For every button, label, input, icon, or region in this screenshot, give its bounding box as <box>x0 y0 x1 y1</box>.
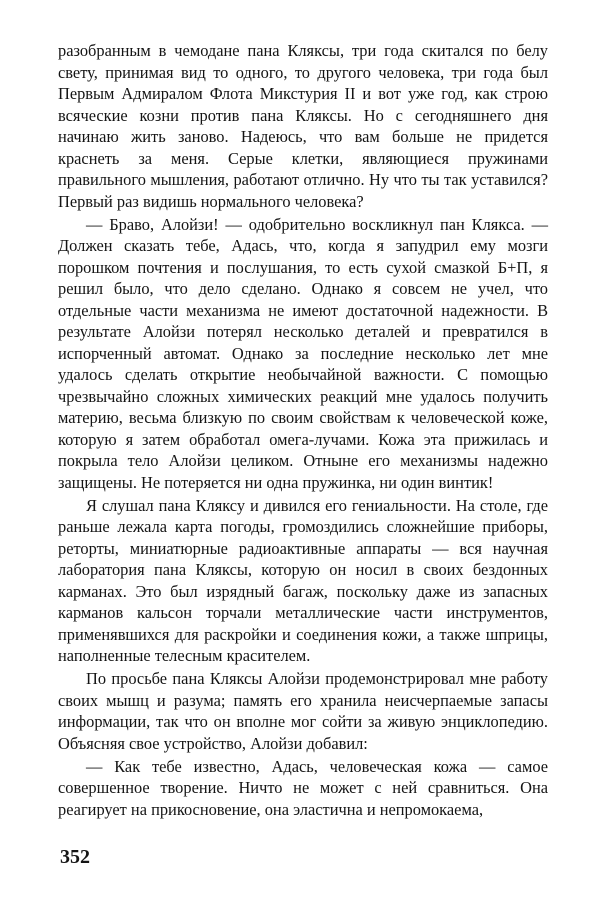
paragraph-5: — Как тебе известно, Адась, человеческая кожа — самое совершенное творение. Ничто не может с ней сравниться. Она реагирует на прикосновение, она эластична и непромокаема, <box>58 756 548 819</box>
paragraph-3: Я слушал пана Кляксу и дивился его гениальности. На столе, где раньше лежала карта погоды, громоздились сложнейшие приборы, реторты, миниатюрные радиоактивные аппараты — вся научная лаборатория пана Кляксы, которую он носил в своих бездонных карманах. Это был изрядный багаж, поскольку даже из запасных карманов кальсон торчали металлические части инструментов, применявшихся для раскройки и соединения кожи, а также шприцы, наполненные телесным красителем. <box>58 495 548 665</box>
page-number: 352 <box>60 846 90 868</box>
paragraph-2: — Браво, Алойзи! — одобрительно воскликнул пан Клякса. — Должен сказать тебе, Адась, что, когда я запудрил ему мозги порошком почтения и послушания, то есть сухой смазкой Б+П, я решил было, что дело сделано. Однако я совсем не учел, что отдельные части механизма не имеют достаточной надежности. В результате Алойзи потерял несколько деталей и превратился в испорченный автомат. Однако за последние несколько лет мне удалось сделать открытие необычайной важности. С помощью чрезвычайно сложных химических реакций мне удалось получить материю, весьма близкую по своим свойствам к человеческой коже, которую я затем обработал омега-лучами. Кожа эта прижилась и покрыла тело Алойзи целиком. Отныне его механизмы надежно защищены. Не потеряется ни одна пружинка, ни один винтик! <box>58 214 548 492</box>
paragraph-4: По просьбе пана Кляксы Алойзи продемонстрировал мне работу своих мышц и разума; память его хранила неисчерпаемые запасы информации, так что он вполне мог сойти за живую энциклопедию. Объясняя свое устройство, Алойзи добавил: <box>58 669 548 753</box>
page-text-body <box>58 40 548 822</box>
paragraph-1: разобранным в чемодане пана Кляксы, три года скитался по белу свету, принимая вид то одного, то другого человека, три года был Первым Адмиралом Флота Микстурия II и вот уже год, как строю всяческие козни против пана Кляксы. Но с сегодняшнего дня начинаю жить заново. Надеюсь, что вам больше не придется краснеть за меня. Серые клетки, являющиеся пружинами правильного мышления, работают отлично. Ну что ты так уставился? Первый раз видишь нормального человека? <box>58 41 548 211</box>
